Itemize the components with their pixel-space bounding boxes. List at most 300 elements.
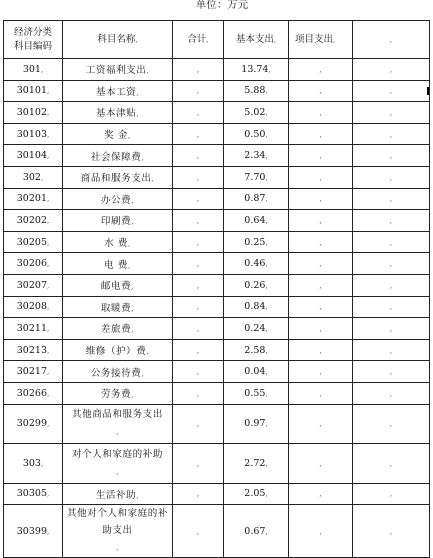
cell-mark: , <box>319 324 322 333</box>
code-cell-text: 30205 <box>16 236 47 248</box>
name-cell-text: 办公费 <box>100 194 132 206</box>
table-row <box>4 102 430 124</box>
cell-mark: , <box>40 65 44 74</box>
cell-mark: , <box>47 152 50 161</box>
code-cell-text: 30201 <box>16 193 47 205</box>
cell-mark: , <box>196 216 200 225</box>
basic-cell <box>224 296 289 318</box>
name-cell <box>63 80 173 102</box>
cell-mark: , <box>265 527 268 536</box>
table-row <box>4 444 430 484</box>
table-row <box>4 231 430 253</box>
basic-cell <box>224 59 289 81</box>
project-cell <box>289 274 353 296</box>
extra-cell <box>353 123 430 145</box>
basic-cell <box>224 274 289 296</box>
cell-mark: , <box>319 527 322 536</box>
table-row <box>4 145 430 167</box>
expenditure-table <box>3 20 430 558</box>
cell-mark: , <box>265 173 268 182</box>
code-cell-text: 30104 <box>16 150 47 162</box>
code-cell <box>4 505 63 558</box>
extra-cell <box>353 145 430 167</box>
cell-mark: , <box>265 490 268 499</box>
name-cell-text: 其他商品和服务支出 <box>72 409 163 421</box>
cell-mark: , <box>389 281 393 290</box>
basic-cell-text: 5.88 <box>244 85 266 97</box>
name-cell-text: 社会保障费 <box>90 151 142 163</box>
table-row <box>4 339 430 361</box>
code-cell <box>4 444 63 484</box>
basic-cell <box>224 253 289 275</box>
basic-cell <box>224 231 289 253</box>
cell-mark: , <box>265 108 268 117</box>
cell-mark: , <box>136 110 140 119</box>
name-cell <box>63 210 173 232</box>
extra-cell <box>353 339 430 361</box>
project-cell <box>289 339 353 361</box>
header-basic <box>224 21 289 59</box>
name-cell <box>63 123 173 145</box>
name-cell-text: 邮电费 <box>100 281 132 293</box>
code-cell-text: 30206 <box>16 258 47 270</box>
project-cell <box>289 361 353 383</box>
table-row <box>4 483 430 505</box>
project-cell <box>289 318 353 340</box>
cell-mark: , <box>389 152 393 161</box>
table-row <box>4 296 430 318</box>
cell-mark: , <box>265 130 268 139</box>
code-cell <box>4 231 63 253</box>
name-cell-text: 基本工资 <box>95 86 137 98</box>
table-row <box>4 123 430 145</box>
cell-mark: , <box>319 195 322 204</box>
name-cell-text: 生活补助 <box>95 489 137 501</box>
extra-cell <box>353 505 430 558</box>
basic-cell <box>224 166 289 188</box>
cell-mark: , <box>146 348 150 357</box>
header-code <box>4 21 63 59</box>
unit-label: 单位：万元 <box>196 0 249 11</box>
cell-mark: , <box>128 240 131 249</box>
cell-mark: , <box>196 527 200 536</box>
cell-mark: , <box>131 326 135 335</box>
code-cell-text: 30208 <box>16 301 47 313</box>
cell-mark: , <box>389 65 393 74</box>
table-row <box>4 59 430 81</box>
cell-mark: , <box>47 130 50 139</box>
cell-mark: , <box>265 459 268 468</box>
extra-cell <box>353 231 430 253</box>
basic-cell-text: 0.64 <box>244 214 266 226</box>
name-cell <box>63 231 173 253</box>
header-mark: , <box>206 35 209 44</box>
table-body <box>4 59 430 558</box>
code-cell-text: 30202 <box>16 214 47 226</box>
header-code-text: 经济分类 科目编码 <box>13 26 52 52</box>
header-project <box>289 21 353 59</box>
total-cell <box>173 253 224 275</box>
code-cell-text: 30103 <box>16 128 47 140</box>
cell-mark: , <box>389 130 393 139</box>
table-row <box>4 274 430 296</box>
table-row <box>4 80 430 102</box>
cell-mark: , <box>196 459 200 468</box>
name-cell-text: 取暖费 <box>100 302 132 314</box>
cell-mark: , <box>319 108 322 117</box>
cell-mark: , <box>146 67 150 76</box>
name-cell <box>63 483 173 505</box>
basic-cell-text: 0.04 <box>244 366 266 378</box>
cell-mark: , <box>196 389 200 398</box>
cell-mark: , <box>265 368 268 377</box>
cell-mark: , <box>265 420 268 429</box>
code-cell-text: 303 <box>22 457 41 469</box>
cell-mark: , <box>265 238 268 247</box>
basic-cell <box>224 505 289 558</box>
project-cell <box>289 166 353 188</box>
code-cell-text: 301 <box>22 63 41 75</box>
total-cell <box>173 296 224 318</box>
basic-cell-text: 0.97 <box>244 418 266 430</box>
cell-mark: , <box>47 346 50 355</box>
cell-mark: , <box>196 108 200 117</box>
code-cell-text: 30266 <box>16 387 47 399</box>
project-cell <box>289 59 353 81</box>
name-cell <box>63 444 173 484</box>
name-cell <box>63 361 173 383</box>
code-cell-text: 30305 <box>16 488 47 500</box>
basic-cell-text: 0.84 <box>244 301 266 313</box>
cell-mark: , <box>389 238 393 247</box>
extra-cell <box>353 80 430 102</box>
name-cell <box>63 318 173 340</box>
code-cell <box>4 145 63 167</box>
cell-mark: , <box>389 346 393 355</box>
cell-mark: , <box>47 389 50 398</box>
project-cell <box>289 210 353 232</box>
code-cell <box>4 80 63 102</box>
basic-cell-text: 13.74 <box>241 63 269 75</box>
total-cell <box>173 404 224 444</box>
name-cell <box>63 404 173 444</box>
cell-mark: , <box>116 428 119 437</box>
name-cell <box>63 296 173 318</box>
cell-mark: , <box>389 527 393 536</box>
project-cell <box>289 404 353 444</box>
cell-mark: , <box>319 459 322 468</box>
name-cell <box>63 382 173 404</box>
cell-mark: , <box>389 216 393 225</box>
name-cell-text: 商品和服务支出 <box>80 173 152 185</box>
cell-mark: , <box>389 368 393 377</box>
name-cell <box>63 339 173 361</box>
cell-mark: , <box>47 303 50 312</box>
name-cell <box>63 59 173 81</box>
code-cell <box>4 253 63 275</box>
project-cell <box>289 444 353 484</box>
name-cell-text: 公务接待费 <box>90 367 142 379</box>
cell-mark: , <box>196 65 200 74</box>
name-cell <box>63 166 173 188</box>
cell-mark: , <box>47 420 50 429</box>
total-cell <box>173 361 224 383</box>
name-cell <box>63 102 173 124</box>
cell-mark: , <box>389 389 393 398</box>
code-cell <box>4 123 63 145</box>
project-cell <box>289 253 353 275</box>
table-row <box>4 318 430 340</box>
basic-cell-text: 0.26 <box>244 279 266 291</box>
code-cell-text: 30213 <box>16 344 47 356</box>
cell-mark: , <box>319 420 322 429</box>
code-cell-text: 30207 <box>16 279 47 291</box>
cell-mark: , <box>47 260 50 269</box>
extra-cell <box>353 253 430 275</box>
extra-cell <box>353 483 430 505</box>
cell-mark: , <box>131 218 135 227</box>
cell-mark: , <box>265 87 268 96</box>
cell-mark: , <box>131 391 135 400</box>
cell-mark: , <box>40 173 44 182</box>
cell-mark: , <box>47 195 50 204</box>
cell-mark: , <box>319 130 322 139</box>
code-cell <box>4 361 63 383</box>
table-row <box>4 166 430 188</box>
name-cell <box>63 188 173 210</box>
cell-mark: , <box>389 173 393 182</box>
name-cell <box>63 253 173 275</box>
cell-mark: , <box>319 260 322 269</box>
cell-mark: , <box>265 216 268 225</box>
extra-cell <box>353 166 430 188</box>
cell-mark: , <box>268 65 271 74</box>
extra-cell <box>353 382 430 404</box>
basic-cell <box>224 318 289 340</box>
table-row <box>4 382 430 404</box>
total-cell <box>173 231 224 253</box>
table-row <box>4 404 430 444</box>
cell-mark: , <box>128 132 131 141</box>
cell-mark: , <box>47 87 50 96</box>
header-total-text: 合计 <box>187 33 207 45</box>
cell-mark: , <box>319 87 322 96</box>
basic-cell-text: 0.87 <box>244 193 266 205</box>
basic-cell <box>224 444 289 484</box>
basic-cell-text: 5.02 <box>244 106 266 118</box>
basic-cell-text: 2.34 <box>244 150 266 162</box>
cell-mark: , <box>389 260 393 269</box>
basic-cell <box>224 483 289 505</box>
code-cell-text: 30299 <box>16 418 47 430</box>
basic-cell <box>224 188 289 210</box>
cell-mark: , <box>196 324 200 333</box>
name-cell-text: 电 费 <box>104 259 128 271</box>
code-cell-text: 302 <box>22 171 41 183</box>
cell-mark: , <box>196 490 200 499</box>
cell-mark: , <box>389 490 393 499</box>
cell-mark: , <box>265 346 268 355</box>
extra-cell <box>353 318 430 340</box>
extra-cell <box>353 404 430 444</box>
cell-mark: , <box>265 260 268 269</box>
table-row <box>4 210 430 232</box>
code-cell-text: 30211 <box>16 322 47 334</box>
name-cell-text: 水 费 <box>104 238 128 250</box>
cell-mark: , <box>389 195 393 204</box>
total-cell <box>173 382 224 404</box>
project-cell <box>289 483 353 505</box>
cell-mark: , <box>319 368 322 377</box>
cell-mark: , <box>196 238 200 247</box>
cell-mark: , <box>319 490 322 499</box>
basic-cell <box>224 339 289 361</box>
cell-mark: , <box>319 303 322 312</box>
cell-mark: , <box>116 467 119 476</box>
basic-cell <box>224 102 289 124</box>
basic-cell-text: 2.05 <box>244 488 266 500</box>
code-cell <box>4 382 63 404</box>
cell-mark: , <box>141 369 145 378</box>
total-cell <box>173 166 224 188</box>
project-cell <box>289 505 353 558</box>
name-cell-text: 基本津贴 <box>95 108 137 120</box>
table-row <box>4 253 430 275</box>
name-cell-text: 对个人和家庭的补助 <box>72 448 163 460</box>
cell-mark: , <box>141 153 145 162</box>
extra-cell <box>353 274 430 296</box>
total-cell <box>173 145 224 167</box>
cell-mark: , <box>47 108 50 117</box>
cell-mark: , <box>40 459 44 468</box>
cell-mark: , <box>319 346 322 355</box>
header-total <box>173 21 224 59</box>
cell-mark: , <box>196 260 200 269</box>
header-mark: , <box>273 35 277 44</box>
header-row <box>4 21 430 59</box>
cell-mark: , <box>389 420 393 429</box>
total-cell <box>173 339 224 361</box>
total-cell <box>173 274 224 296</box>
cell-mark: , <box>131 304 135 313</box>
cell-mark: , <box>47 216 50 225</box>
name-cell-text: 劳务费 <box>100 389 132 401</box>
header-mark: , <box>333 35 336 44</box>
cell-mark: , <box>319 281 322 290</box>
cell-mark: , <box>128 261 131 270</box>
name-cell <box>63 274 173 296</box>
cell-mark: , <box>319 173 322 182</box>
name-cell-text: 工资福利支出 <box>85 65 147 77</box>
cell-mark: , <box>319 389 322 398</box>
basic-cell-text: 0.55 <box>244 387 266 399</box>
basic-cell <box>224 404 289 444</box>
name-cell-text: 奖 金 <box>104 130 128 142</box>
code-cell-text: 30102 <box>16 106 47 118</box>
basic-cell <box>224 210 289 232</box>
cell-mark: , <box>389 303 393 312</box>
project-cell <box>289 102 353 124</box>
cell-mark: , <box>196 346 200 355</box>
extra-cell <box>353 188 430 210</box>
cell-mark: , <box>136 88 140 97</box>
basic-cell-text: 0.25 <box>244 236 266 248</box>
name-cell-text: 印刷费 <box>100 216 132 228</box>
code-cell <box>4 59 63 81</box>
total-cell <box>173 59 224 81</box>
name-cell-text: 维修（护）费 <box>85 346 147 358</box>
header-name <box>63 21 173 59</box>
cell-mark: , <box>196 87 200 96</box>
basic-cell-text: 0.24 <box>244 322 266 334</box>
code-cell-text: 30101 <box>16 85 47 97</box>
basic-cell <box>224 80 289 102</box>
basic-cell-text: 0.46 <box>244 258 266 270</box>
code-cell <box>4 102 63 124</box>
basic-cell <box>224 361 289 383</box>
cell-mark: , <box>196 368 200 377</box>
name-cell <box>63 145 173 167</box>
header-mark: , <box>389 35 393 44</box>
project-cell <box>289 382 353 404</box>
cell-mark: , <box>319 152 322 161</box>
project-cell <box>289 80 353 102</box>
cell-mark: , <box>47 527 50 536</box>
cell-mark: , <box>47 490 50 499</box>
cell-mark: , <box>389 87 393 96</box>
basic-cell <box>224 145 289 167</box>
cell-mark: , <box>265 303 268 312</box>
table-row <box>4 188 430 210</box>
cell-mark: , <box>265 281 268 290</box>
table-row <box>4 361 430 383</box>
cell-mark: , <box>319 65 322 74</box>
cell-mark: , <box>131 196 135 205</box>
cell-mark: , <box>265 195 268 204</box>
code-cell <box>4 166 63 188</box>
extra-cell <box>353 102 430 124</box>
table-row <box>4 505 430 558</box>
extra-cell <box>353 444 430 484</box>
project-cell <box>289 123 353 145</box>
code-cell-text: 30399 <box>16 525 47 537</box>
cell-mark: , <box>389 324 393 333</box>
name-cell-text: 其他对个人和家庭的补助支出 <box>66 508 168 537</box>
total-cell <box>173 188 224 210</box>
code-cell-text: 30217 <box>16 366 47 378</box>
code-cell <box>4 339 63 361</box>
total-cell <box>173 505 224 558</box>
extra-cell <box>353 59 430 81</box>
cell-mark: , <box>196 281 200 290</box>
basic-cell-text: 0.67 <box>244 525 266 537</box>
cell-mark: , <box>131 283 135 292</box>
code-cell <box>4 274 63 296</box>
cell-mark: , <box>265 324 268 333</box>
total-cell <box>173 318 224 340</box>
cell-mark: , <box>389 459 393 468</box>
cell-mark: , <box>319 216 322 225</box>
header-extra <box>353 21 430 59</box>
basic-cell-text: 2.72 <box>244 457 266 469</box>
total-cell <box>173 210 224 232</box>
basic-cell <box>224 123 289 145</box>
cell-mark: , <box>47 281 50 290</box>
cell-mark: , <box>196 152 200 161</box>
code-cell <box>4 404 63 444</box>
cell-mark: , <box>196 173 200 182</box>
header-name-text: 科目名称 <box>97 33 136 45</box>
